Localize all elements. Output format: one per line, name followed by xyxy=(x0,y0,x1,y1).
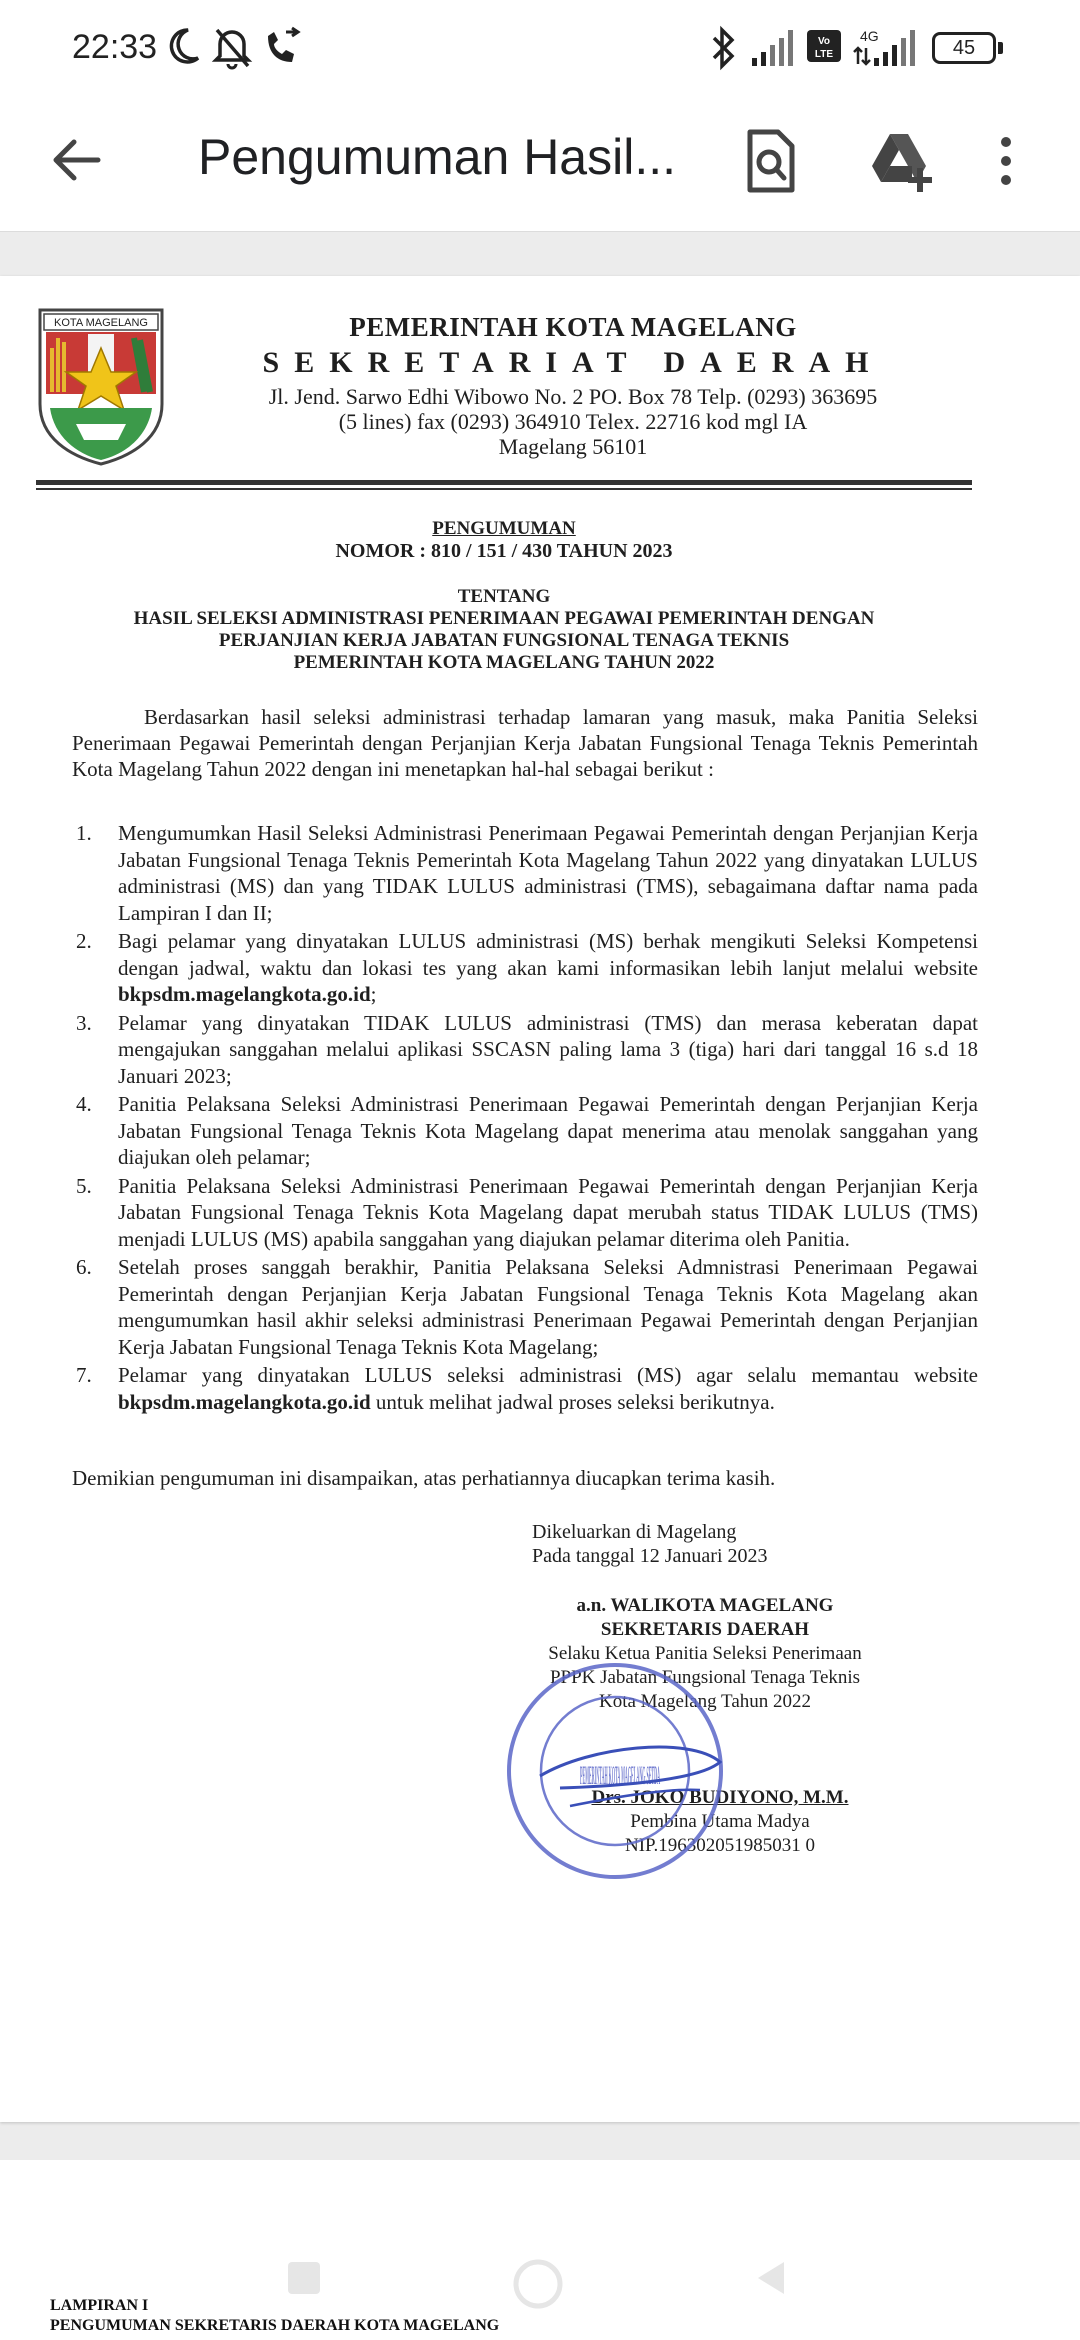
website-link: bkpsdm.magelangkota.go.id xyxy=(118,1389,371,1414)
back-arrow-icon[interactable] xyxy=(46,128,110,192)
battery-icon xyxy=(932,32,996,64)
sig-role: SEKRETARIS DAERAH xyxy=(600,1619,810,1640)
status-bar xyxy=(0,0,1080,98)
sig-name: Drs. JOKO BUDIYONO, M.M. xyxy=(591,1787,849,1808)
sig-nip: NIP.196302051985031 0 xyxy=(624,1835,815,1856)
website-link: bkpsdm.magelangkota.go.id xyxy=(118,982,371,1006)
nav-recents-icon xyxy=(284,2258,324,2298)
address-line1: Jl. Jend. Sarwo Edhi Wibowo No. 2 PO. Box 78 Telp. (0293) 363695 xyxy=(268,384,878,409)
signal-icon-2 xyxy=(852,26,918,70)
clock: 22:33 xyxy=(72,28,158,66)
subject-line3: PEMERINTAH KOTA MAGELANG TAHUN 2022 xyxy=(293,652,715,673)
drive-add-icon[interactable] xyxy=(868,126,938,196)
svg-text:Vo: Vo xyxy=(817,36,831,47)
letterhead-line1: PEMERINTAH KOTA MAGELANG xyxy=(349,312,797,342)
intro-paragraph: Berdasarkan hasil seleksi administrasi terhadap lamaran yang masuk, maka Panitia Seleksi Penerimaan Pegawai Pemerintah dengan Perjanjian Kerja Jabatan Fungsional Tenaga Teknis Pemerintah Kota Magelang Tahun 2022 dengan ini menetapkan hal-hal sebagai berikut : xyxy=(72,705,978,781)
official-stamp-icon xyxy=(500,1656,730,1886)
network-type: 4G xyxy=(860,28,879,44)
list-item: 7. Pelamar yang dinyatakan LULUS seleksi administrasi (MS) agar selalu memantau website bkpsdm.magelangkota.go.id untuk melihat jadwal proses seleksi berikutnya. xyxy=(76,1363,978,1414)
sig-an: a.n. WALIKOTA MAGELANG xyxy=(576,1595,834,1616)
lampiran-label: LAMPIRAN I xyxy=(50,2297,149,2314)
sig-role3: PPPK Jabatan Fungsional Tenaga Teknis xyxy=(549,1667,861,1688)
letterhead-line2: SEKRETARIAT DAERAH xyxy=(262,346,884,379)
issue-date: Pada tanggal 12 Januari 2023 xyxy=(532,1545,768,1567)
announcement-list xyxy=(72,820,978,1415)
issued-at: Dikeluarkan di Magelang xyxy=(532,1521,737,1543)
list-item: 4. Panitia Pelaksana Seleksi Administrasi Penerimaan Pegawai Pemerintah dengan Perjanjian Kerja Jabatan Fungsional Tenaga Teknis Kota Magelang dapat menerima atau menolak sanggahan yang diajukan oleh pelamar; xyxy=(76,1092,978,1169)
bluetooth-icon xyxy=(708,26,738,70)
search-document-icon[interactable] xyxy=(736,126,806,196)
nav-home-icon xyxy=(512,2258,564,2310)
lampiran-subtitle: PENGUMUMAN SEKRETARIS DAERAH KOTA MAGELANG xyxy=(50,2317,500,2334)
signal-icon xyxy=(750,26,794,70)
document-page xyxy=(0,276,1080,2122)
list-item: 6. Setelah proses sanggah berakhir, Panitia Pelaksana Seleksi Admnistrasi Penerimaan Pegawai Pemerintah dengan Perjanjian Kerja Jabatan Fungsional Tenaga Teknis Kota Magelang akan mengumumkan hasil akhir seleksi administrasi Penerimaan Pegawai Pemerintah dengan Perjanjian Kerja Jabatan Fungsional Tenaga Teknis Kota Magelang; xyxy=(76,1255,978,1359)
city-crest-icon xyxy=(36,308,166,466)
battery-level: 45 xyxy=(952,37,976,59)
letterhead-rule-thin xyxy=(36,488,972,490)
subject-line2: PERJANJIAN KERJA JABATAN FUNGSIONAL TENAGA TEKNIS xyxy=(218,630,790,651)
stamp-text: PEMERINTAH KOTA MAGELANG SETDA xyxy=(580,1761,661,1790)
document-title: Pengumuman Hasil... xyxy=(198,129,677,185)
sig-rank: Pembina Utama Madya xyxy=(630,1811,810,1832)
battery-tip xyxy=(998,42,1003,54)
pdf-viewer[interactable] xyxy=(0,232,1080,2194)
volte-icon xyxy=(806,26,842,66)
tentang-label: TENTANG xyxy=(457,586,551,607)
moon-icon xyxy=(166,26,202,66)
announcement-title: PENGUMUMAN xyxy=(432,518,576,539)
crest-text: KOTA MAGELANG xyxy=(54,317,148,329)
subject-line1: HASIL SELEKSI ADMINISTRASI PENERIMAAN PEGAWAI PEMERINTAH DENGAN xyxy=(133,608,875,629)
list-item: 3. Pelamar yang dinyatakan TIDAK LULUS administrasi (TMS) dan merasa keberatan dapat mengajukan sanggahan melalui aplikasi SSCASN paling lama 3 (tiga) hari dari tanggal 16 s.d 18 Januari 2023; xyxy=(76,1010,978,1088)
sig-role2: Selaku Ketua Panitia Seleksi Penerimaan xyxy=(548,1643,862,1664)
app-bar xyxy=(0,98,1080,232)
list-item: 5. Panitia Pelaksana Seleksi Administrasi Penerimaan Pegawai Pemerintah dengan Perjanjian Kerja Jabatan Fungsional Tenaga Teknis Kota Magelang dapat merubah status TIDAK LULUS (TMS) menjadi LULUS (MS) apabila sanggahan yang diajukan pelamar diterima oleh Panitia. xyxy=(76,1173,978,1251)
announcement-number: NOMOR : 810 / 151 / 430 TAHUN 2023 xyxy=(335,540,673,562)
call-forward-icon xyxy=(262,26,302,70)
list-item: 2. Bagi pelamar yang dinyatakan LULUS administrasi (MS) berhak mengikuti Seleksi Kompetensi dengan jadwal, waktu dan lokasi tes yang akan kami informasikan lebih lanjut melalui website bkpsdm.magelangkota.go.id; xyxy=(76,929,978,1006)
next-page-header xyxy=(50,2296,499,2336)
letterhead-rule xyxy=(36,480,972,485)
list-item: 1. Mengumumkan Hasil Seleksi Administrasi Penerimaan Pegawai Pemerintah dengan Perjanjian Kerja Jabatan Fungsional Tenaga Teknis Pemerintah Kota Magelang Tahun 2022 yang dinyatakan LULUS administrasi (MS) dan yang TIDAK LULUS administrasi (TMS), sebagaimana daftar nama pada Lampiran I dan II; xyxy=(76,821,978,925)
sig-role4: Kota Magelang Tahun 2022 xyxy=(598,1691,812,1712)
letterhead-address xyxy=(200,384,946,459)
closing-paragraph: Demikian pengumuman ini disampaikan, atas perhatiannya diucapkan terima kasih. xyxy=(72,1466,776,1490)
address-line2: (5 lines) fax (0293) 364910 Telex. 22716 kod mgl IA xyxy=(338,409,808,434)
nav-back-icon xyxy=(752,2258,792,2298)
address-line3: Magelang 56101 xyxy=(498,434,648,459)
notifications-off-icon xyxy=(212,26,252,70)
more-vert-icon[interactable] xyxy=(986,126,1026,196)
svg-text:LTE: LTE xyxy=(814,49,834,60)
